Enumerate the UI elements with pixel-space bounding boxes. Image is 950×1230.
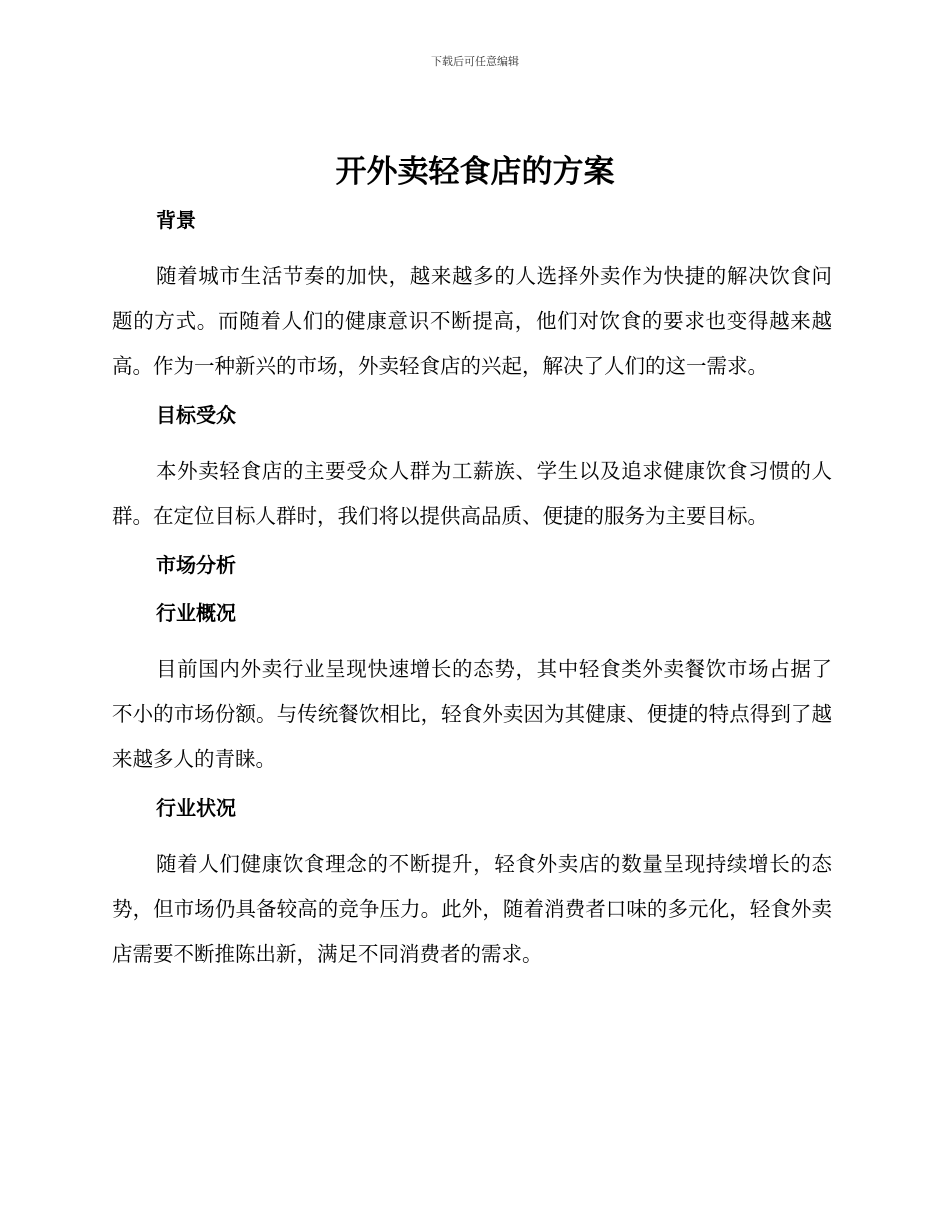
section-paragraph-industry-overview: 目前国内外卖行业呈现快速增长的态势，其中轻食类外卖餐饮市场占据了不小的市场份额。与传统餐饮相比，轻食外卖因为其健康、便捷的特点得到了越来越多人的青睐。 xyxy=(112,657,832,771)
section-paragraph-industry-status: 随着人们健康饮食理念的不断提升，轻食外卖店的数量呈现持续增长的态势，但市场仍具备较高的竞争压力。此外，随着消费者口味的多元化，轻食外卖店需要不断推陈出新，满足不同消费者的需求。 xyxy=(112,852,832,966)
section-paragraph-background: 随着城市生活节奏的加快，越来越多的人选择外卖作为快捷的解决饮食问题的方式。而随着人们的健康意识不断提高，他们对饮食的要求也变得越来越高。作为一种新兴的市场，外卖轻食店的兴起，解决了人们的这一需求。 xyxy=(112,264,832,378)
document-body xyxy=(112,200,832,989)
section-paragraph-target-audience: 本外卖轻食店的主要受众人群为工薪族、学生以及追求健康饮食习惯的人群。在定位目标人群时，我们将以提供高品质、便捷的服务为主要目标。 xyxy=(112,459,832,528)
section-heading-market-analysis: 市场分析 xyxy=(156,553,236,577)
section-heading-background: 背景 xyxy=(156,208,196,232)
section-heading-target-audience: 目标受众 xyxy=(156,403,236,427)
header-note: 下载后可任意编辑 xyxy=(431,55,519,68)
document-title: 开外卖轻食店的方案 xyxy=(335,154,615,190)
section-heading-industry-status: 行业状况 xyxy=(156,796,236,820)
section-heading-industry-overview: 行业概况 xyxy=(156,601,236,625)
